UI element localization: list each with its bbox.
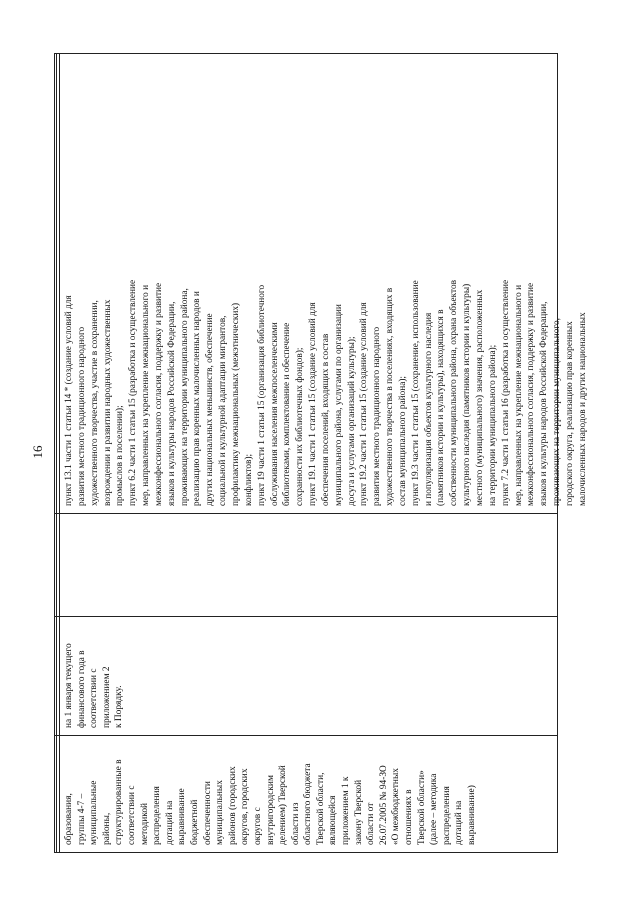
table-cell-empty (55, 513, 557, 616)
table-cell-powers (55, 52, 588, 513)
page-number: 16 (30, 445, 45, 459)
table-cell-allocation-method (55, 735, 557, 852)
table-cell-reference-date (55, 616, 557, 735)
document-table (54, 53, 588, 853)
rotated-sheet (54, 53, 588, 853)
powers-text: пункт 13.1 части 1 статьи 14 * (создание условий для развития местного традиционного народного художественного творчества, участие в сохранении, возрождении и развитии народных художественных промыслов в поселении); пункт 6.2 части 1 статьи 15 (разработка и осуществление мер, направленных на укрепление межнационального и межконфессионального согласия, поддержку и развитие языков и культуры народов Российской Федерации, проживающих на территории муниципального района, реализацию прав коренных малочисленных народов и других национальных меньшинств, обеспечение социальной и культурной адаптации мигрантов, профилактику межнациональных (межэтнических) конфликтов); пункт 19 части 1 статьи 15 (организация библиотечного обслуживания населения межпоселенческими библиотеками, комплектование и обеспечение сохранности их библиотечных фондов); пункт 19.1 части 1 статьи 15 (создание условий для обеспечения поселений, входящих в состав муниципального района, услугами по организации досуга и услугами организаций культуры); пункт 19.2 части 1 статьи 15 (создание условий для развития местного традиционного народного художественного творчества в поселениях, входящих в состав муниципального района); пункт 19.3 части 1 статьи 15 (сохранение, использование и популяризация объектов культурного наследия (памятников истории и культуры), находящихся в собственности муниципального района, охрана объектов культурного наследия (памятников истории и культуры) местного (муниципального) значения, расположенных на территории муниципального района); пункт 7.2 части 1 статьи 16 (разработка и осуществление мер, направленных на укрепление межнационального и межконфессионального согласия, поддержку и развитие языков и культуры народов Российской Федерации, проживающих на территории муниципального, городского округа, реализацию прав коренных малочисленных народов и других национальных (64, 279, 588, 506)
reference-date-text: на 1 января текущего финансового года в соответствии с приложением 2 к Порядку. (64, 643, 125, 728)
allocation-method-text: образования, группы 4-7 – муниципальные районы, структурированные в соответствии с методикой распределения дотаций на выравнивание бюджетной обеспеченности муниципальных районов (городских округов, городских округов с внутригородским делением) Тверской области из областного бюджета Тверской области, являющейся приложением 1 к закону Тверской области от 26.07.2005 № 94-ЗО «О межбюджетных отношениях в Тверской области» (далее – методика распределения дотаций на выравнивание) (64, 759, 477, 845)
